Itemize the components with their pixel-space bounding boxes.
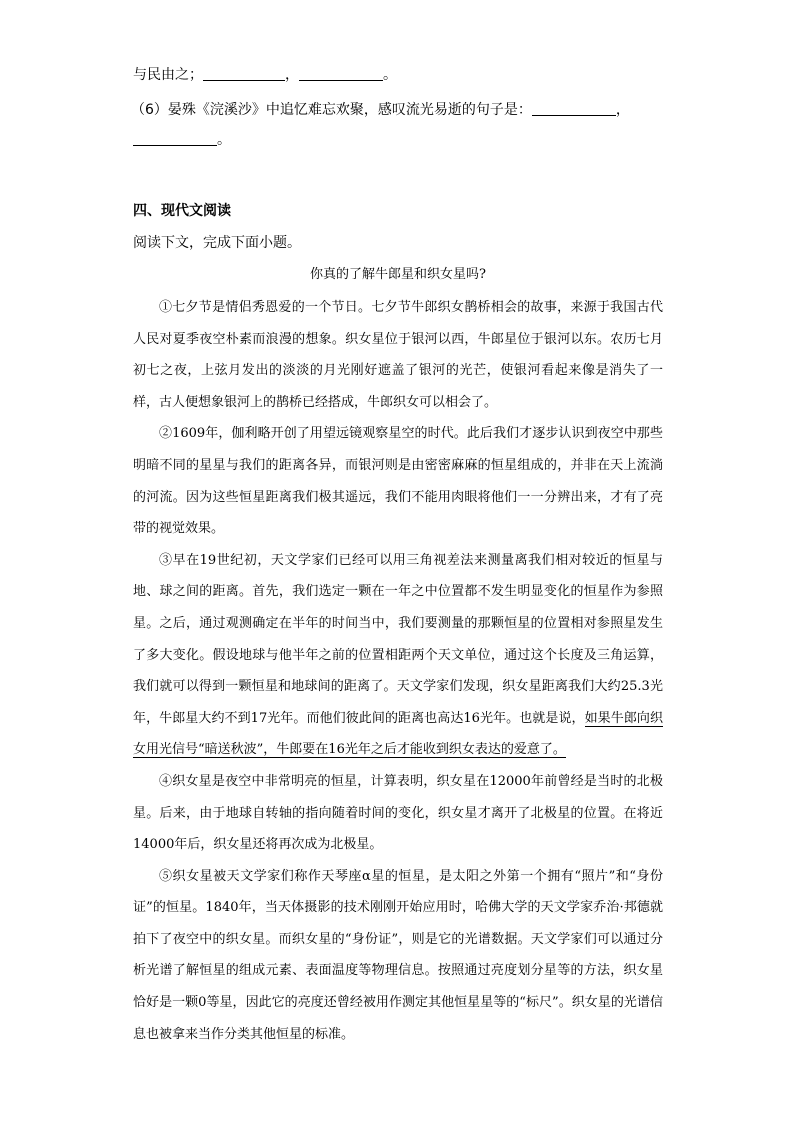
question-6-text: （6）晏殊《浣溪沙》中追忆难忘欢聚，感叹流光易逝的句子是： <box>131 102 532 118</box>
article-body <box>133 292 663 1050</box>
section-instruction: 阅读下文，完成下面小题。 <box>133 235 301 251</box>
line3-end: 。 <box>217 132 231 148</box>
line1-separator: ， <box>285 67 299 83</box>
answer-blank-1[interactable] <box>203 65 285 81</box>
article-title: 你真的了解牛郎星和织女星吗? <box>310 267 486 282</box>
fill-line-3 <box>133 129 231 151</box>
section-title: 四、现代文阅读 <box>133 203 231 219</box>
paragraph-5: ⑤织女星被天文学家们称作天琴座α星的恒星，是太阳之外第一个拥有“照片”和“身份证”的恒星。1840年，当天体摄影的技术刚刚开始应用时，哈佛大学的天文学家乔治·邦德就拍下了夜空中的织女星。而织女星的“身份证”，则是它的光谱数据。天文学家们可以通过分析光谱了解恒星的组成元素、表面温度等物理信息。按照通过亮度划分星等的方法，织女星恰好是一颗0等星，因此它的亮度还曾经被用作测定其他恒星星等的“标尺”。织女星的光谱信息也被拿来当作分类其他恒星的标准。 <box>133 868 663 1042</box>
fill-line-1 <box>133 64 397 86</box>
answer-blank-2[interactable] <box>299 65 383 81</box>
question-6 <box>131 99 630 121</box>
line1-end: 。 <box>383 67 397 83</box>
paragraph-4: ④织女星是夜空中非常明亮的恒星，计算表明，织女星在12000年前曾经是当时的北极星。后来，由于地球自转轴的指向随着时间的变化，织女星才离开了北极星的位置。在将近14000年后，织女星还将再次成为北极星。 <box>133 773 663 853</box>
paragraph-3 <box>133 545 663 766</box>
line1-prefix: 与民由之； <box>133 67 203 83</box>
answer-blank-4[interactable] <box>133 130 217 146</box>
answer-blank-3[interactable] <box>532 100 616 116</box>
question-6-separator: ， <box>615 102 630 118</box>
paragraph-3-text: ③早在19世纪初，天文学家们已经可以用三角视差法来测量离我们相对较近的恒星与地、球之间的距离。首先，我们选定一颗在一年之中位置都不发生明显变化的恒星作为参照星。之后，通过观测确定在半年的时间当中，我们要测量的那颗恒星的位置相对参照星发生了多大变化。假设地球与他半年之前的位置相距两个天文单位，通过这个长度及三角运算，我们就可以得到一颗恒星和地球间的距离了。天文学家们发现，织女星距离我们大约25.3光年，牛郎星大约不到17光年。而他们彼此间的距离也高达16光年。也就是说， <box>133 552 663 726</box>
paragraph-2: ②1609年，伽利略开创了用望远镜观察星空的时代。此后我们才逐步认识到夜空中那些明暗不同的星星与我们的距离各异，而银河则是由密密麻麻的恒星组成的，并非在天上流淌的河流。因为这些恒星距离我们极其遥远，我们不能用肉眼将他们一一分辨出来，才有了亮带的视觉效果。 <box>133 426 663 537</box>
paragraph-3-underlined-sentence: 如果牛郎向织女用光信号“暗送秋波”，牛郎要在16光年之后才能收到织女表达的爱意了。 <box>133 710 663 758</box>
paragraph-1: ①七夕节是情侣秀恩爱的一个节日。七夕节牛郎织女鹊桥相会的故事，来源于我国古代人民对夏季夜空朴素而浪漫的想象。织女星位于银河以西，牛郎星位于银河以东。农历七月初七之夜，上弦月发出的淡淡的月光刚好遮盖了银河的光芒，使银河看起来像是消失了一样，古人便想象银河上的鹊桥已经搭成，牛郎织女可以相会了。 <box>133 300 663 410</box>
